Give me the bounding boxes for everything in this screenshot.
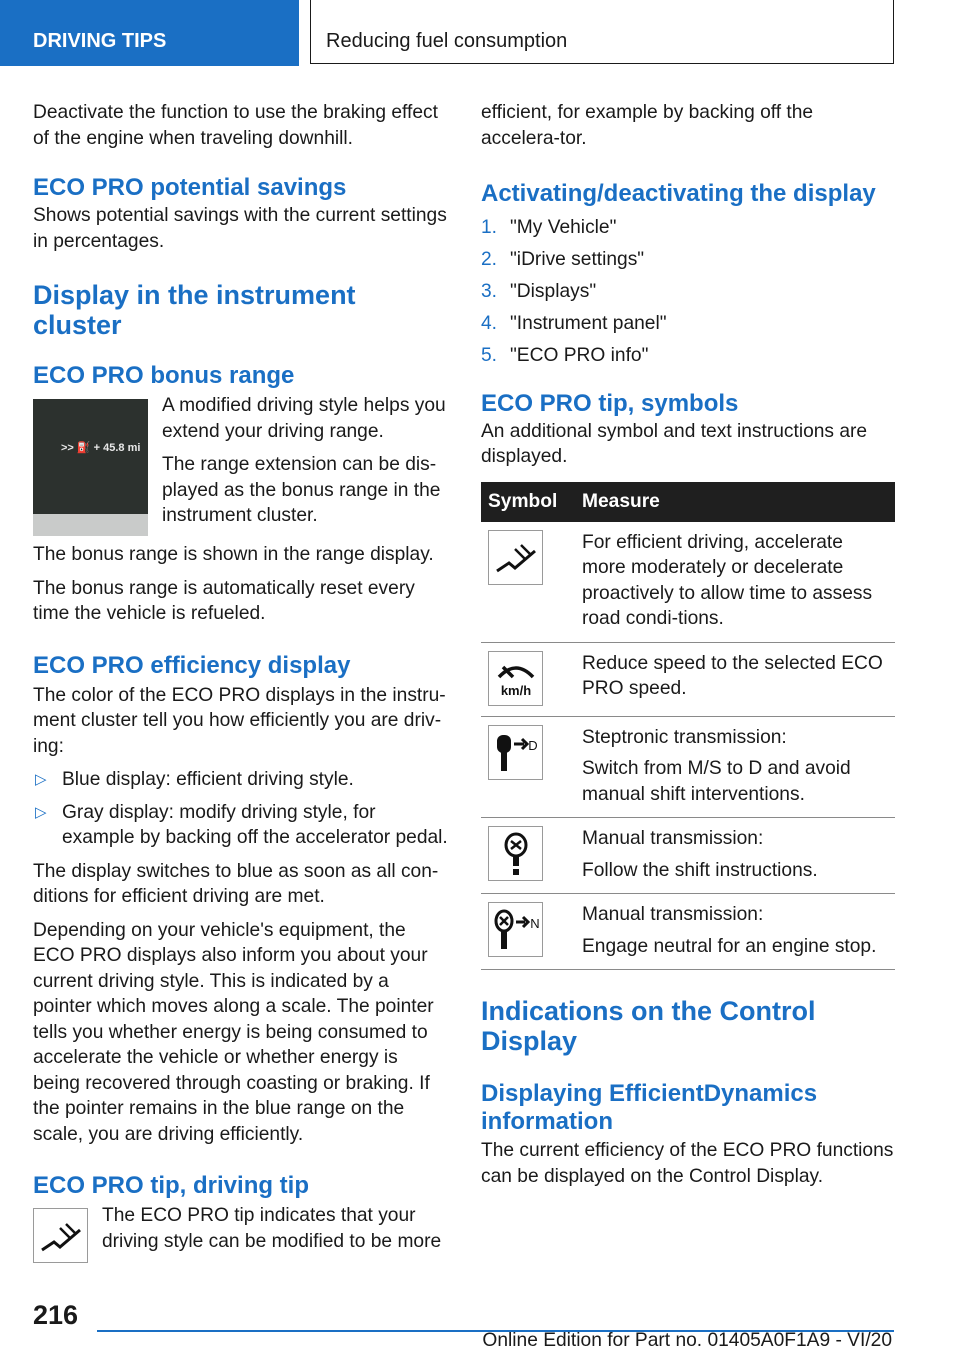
symbol-cell bbox=[481, 642, 575, 716]
table-row bbox=[481, 522, 895, 643]
heading-instrument-cluster: Display in the instrument cluster bbox=[33, 280, 356, 340]
heading-symbols: ECO PRO tip, symbols bbox=[481, 389, 739, 417]
triangle-bullet-icon: ▷ bbox=[35, 803, 47, 821]
measure-text: Manual transmission: bbox=[582, 828, 764, 850]
topic-title: Reducing fuel consumption bbox=[326, 30, 568, 52]
step-text: "Instrument panel" bbox=[510, 313, 667, 335]
list-item bbox=[33, 767, 448, 793]
table-header-row bbox=[481, 482, 895, 522]
edition-note: Online Edition for Part no. 01405A0F1A9 - VI/20 bbox=[482, 1330, 892, 1351]
measure-text: Reduce speed to the selected ECO PRO speed. bbox=[582, 652, 883, 700]
page-header bbox=[0, 0, 960, 66]
page-number: 216 bbox=[33, 1300, 79, 1330]
symbols-paragraph: An additional symbol and text instructions are displayed. bbox=[481, 420, 868, 468]
list-item bbox=[33, 800, 448, 851]
measure-text: Manual transmission: bbox=[582, 904, 764, 926]
shift-lever-icon bbox=[488, 826, 543, 881]
list-item bbox=[481, 215, 895, 241]
symbol-cell bbox=[481, 522, 575, 643]
measure-text: Engage neutral for an engine stop. bbox=[582, 935, 877, 957]
bonus-paragraph-2: The range extension can be dis-played as the bonus range in the instrument cluster. bbox=[162, 454, 441, 526]
bonus-paragraph-4: The bonus range is automatically reset every time the vehicle is refueled. bbox=[33, 577, 415, 624]
efficiency-paragraph-3: Depending on your vehicle's equipment, the ECO PRO displays also inform you about your current driving style. This is indicated by a pointer which moves along a scale. The pointer tells you whether energy is being consumed to accelerate the vehicle or whether energy is being recovered through coasting or braking. If the pointer remains in the blue range on the scale, you are driving efficiently. bbox=[33, 919, 434, 1145]
step-text: "iDrive settings" bbox=[510, 249, 645, 271]
heading-efficiency-display: ECO PRO efficiency display bbox=[33, 651, 351, 679]
table-row bbox=[481, 894, 895, 970]
measure-text: Follow the shift instructions. bbox=[582, 859, 818, 881]
steps-list bbox=[481, 215, 895, 369]
heading-efficientdynamics: Displaying EfficientDynamics information bbox=[481, 1080, 818, 1136]
efficiency-paragraph-2: The display switches to blue as soon as all con-ditions for efficient driving are met. bbox=[33, 860, 439, 907]
heading-control-display: Indications on the Control Display bbox=[481, 996, 816, 1057]
svg-text:km/h: km/h bbox=[500, 683, 531, 699]
list-item bbox=[481, 311, 895, 337]
measure-cell bbox=[575, 894, 895, 970]
gear-lever-n-icon bbox=[488, 902, 543, 957]
measure-cell bbox=[575, 522, 895, 643]
step-number: 4. bbox=[481, 313, 498, 335]
savings-paragraph: Shows potential savings with the current settings in percentages. bbox=[33, 205, 447, 252]
measure-text: Steptronic transmission: bbox=[582, 726, 787, 748]
step-text: "ECO PRO info" bbox=[510, 345, 649, 367]
efficiency-paragraph-1: The color of the ECO PRO displays in the instru-ment cluster tell you how efficiently you are driv-ing: bbox=[33, 684, 446, 757]
step-number: 5. bbox=[481, 345, 498, 367]
measure-cell bbox=[575, 642, 895, 716]
section-title: DRIVING TIPS bbox=[33, 30, 167, 52]
table-row bbox=[481, 716, 895, 818]
left-column bbox=[33, 100, 448, 1269]
right-column bbox=[481, 100, 895, 1197]
bullet-text: Blue display: efficient driving style. bbox=[62, 769, 354, 790]
measure-cell bbox=[575, 818, 895, 894]
intro-paragraph: Deactivate the function to use the braking effect of the engine when traveling downhill. bbox=[33, 102, 438, 149]
symbols-table bbox=[481, 482, 895, 971]
table-row bbox=[481, 818, 895, 894]
measure-cell bbox=[575, 716, 895, 818]
svg-text:D: D bbox=[527, 738, 538, 754]
step-number: 1. bbox=[481, 217, 498, 238]
heading-activate-display: Activating/deactivating the display bbox=[481, 180, 876, 207]
step-number: 2. bbox=[481, 249, 498, 271]
topic-tab bbox=[310, 0, 894, 64]
bullet-text: Gray display: modify driving style, for example by backing off the accelerator pedal. bbox=[62, 801, 448, 848]
step-number: 3. bbox=[481, 281, 498, 303]
measure-text: Switch from M/S to D and avoid manual shift interventions. bbox=[582, 758, 851, 805]
continued-paragraph: efficient, for example by backing off the accelera-tor. bbox=[481, 102, 814, 149]
step-text: "My Vehicle" bbox=[510, 217, 617, 238]
column-header-measure: Measure bbox=[575, 482, 895, 522]
column-header-symbol: Symbol bbox=[481, 482, 575, 522]
table-row bbox=[481, 642, 895, 716]
tip-paragraph: The ECO PRO tip indicates that your driving style can be modified to be more bbox=[102, 1205, 442, 1252]
speedometer-kmh-icon bbox=[488, 651, 543, 706]
measure-text: For efficient driving, accelerate more moderately or decelerate proactively to allow time to assess road condi-tions. bbox=[582, 531, 873, 630]
bonus-range-readout: >> ⛽ + 45.8 mi bbox=[61, 442, 141, 454]
list-item bbox=[481, 247, 895, 273]
accelerator-pedal-icon bbox=[33, 1208, 88, 1263]
symbol-cell bbox=[481, 894, 575, 970]
section-tab bbox=[0, 0, 299, 66]
triangle-bullet-icon: ▷ bbox=[35, 771, 47, 788]
driving-tip-image bbox=[33, 1208, 88, 1263]
efficientdynamics-paragraph: The current efficiency of the ECO PRO functions can be displayed on the Control Display. bbox=[481, 1140, 894, 1187]
page-footer bbox=[0, 1290, 960, 1362]
svg-text:N: N bbox=[529, 915, 540, 931]
instrument-cluster-image bbox=[33, 399, 148, 536]
bonus-range-image bbox=[33, 399, 148, 536]
symbol-cell bbox=[481, 716, 575, 818]
gear-lever-d-icon bbox=[488, 725, 543, 780]
accelerator-pedal-icon bbox=[488, 530, 543, 585]
step-text: "Displays" bbox=[510, 281, 597, 303]
list-item bbox=[481, 279, 895, 305]
list-item bbox=[481, 343, 895, 369]
bonus-paragraph-3: The bonus range is shown in the range display. bbox=[33, 544, 434, 565]
heading-bonus-range: ECO PRO bonus range bbox=[33, 362, 295, 389]
heading-eco-pro-tip: ECO PRO tip, driving tip bbox=[33, 1172, 309, 1199]
efficiency-bullets bbox=[33, 767, 448, 851]
heading-potential-savings: ECO PRO potential savings bbox=[33, 174, 347, 201]
bonus-paragraph-1: A modified driving style helps you extend your driving range. bbox=[162, 395, 446, 442]
symbol-cell bbox=[481, 818, 575, 894]
